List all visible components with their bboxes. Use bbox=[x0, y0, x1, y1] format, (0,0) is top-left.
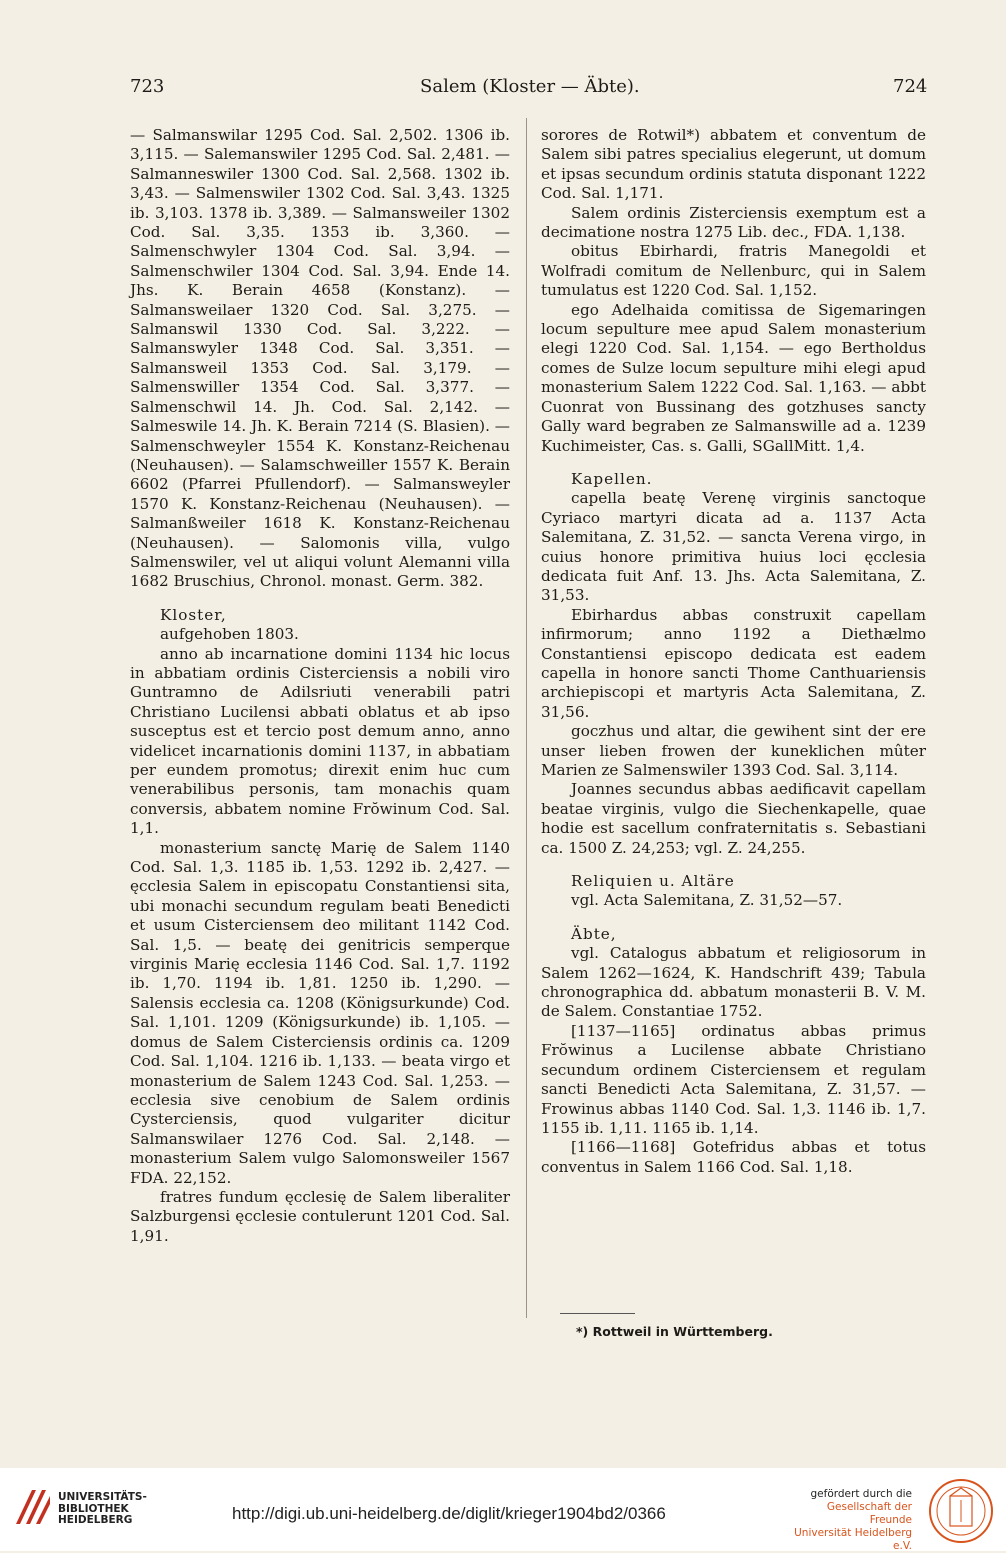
paragraph: fratres fundum ęcclesię de Salem liberaliter Salzburgensi ęcclesie contulerunt 1201 Cod. Sal. 1,91. bbox=[130, 1187, 510, 1245]
paragraph: Kloster, bbox=[160, 605, 227, 624]
paragraph: Äbte, bbox=[571, 924, 617, 943]
paragraph: [1166—1168] Gotefridus abbas et totus conventus in Salem 1166 Cod. Sal. 1,18. bbox=[541, 1138, 926, 1176]
sponsor-credit bbox=[782, 1488, 912, 1553]
footnote-rule bbox=[560, 1313, 635, 1314]
university-seal-icon bbox=[928, 1478, 994, 1544]
library-name-line: BIBLIOTHEK bbox=[58, 1502, 129, 1515]
library-name-line: UNIVERSITÄTS- bbox=[58, 1491, 147, 1503]
footnote: *) Rottweil in Württemberg. bbox=[576, 1324, 773, 1339]
paragraph: [1137—1165] ordinatus abbas primus Frŏwinus a Lucilense abbate Christiano secundum ordinem Cisterciensem et regulam sancti Benedicti Acta Salemitana, Z. 31,57. — Frowinus abbas 1140 Cod. Sal. 1,3. 1146 ib. 1,7. 1155 ib. 1,11. 1165 ib. 1,14. bbox=[541, 1021, 926, 1137]
page-number-right: 724 bbox=[893, 76, 928, 97]
paragraph: Ebirhardus abbas construxit capellam infirmorum; anno 1192 a Diethælmo Constantiensi episcopo dedicata est eadem capella in honore sancti Thome Canthuariensis archiepiscopi et martyris Acta Salemitana, Z. 31,56. bbox=[541, 605, 926, 721]
paragraph: monasterium sanctę Marię de Salem 1140 Cod. Sal. 1,3. 1185 ib. 1,53. 1292 ib. 2,427. — ęcclesia Salem in episcopatu Constantiensi sita, ubi monachi secundum regulam beati Benedicti et usum Cisterciensem deo militant 1142 Cod. Sal. 1,5. — beatę dei genitricis semperque virginis Marię ecclesia 1146 Cod. Sal. 1,7. 1192 ib. 1,70. 1194 ib. 1,81. 1250 ib. 1,290. — Salensis ecclesia ca. 1208 (Königsurkunde) Cod. Sal. 1,101. 1209 (Königsurkunde) ib. 1,105. — domus de Salem Cisterciensis ordinis ca. 1209 Cod. Sal. 1,104. 1216 ib. 1,133. — beata virgo et monasterium de Salem 1243 Cod. Sal. 1,253. — ecclesia sive cenobium de Salem ordinis Cysterciensis, quod vulgariter dicitur Salmanswilaer 1276 Cod. Sal. 2,148. — monasterium Salem vulgo Salomonsweiler 1567 FDA. 22,152. bbox=[130, 838, 510, 1187]
paragraph: vgl. Catalogus abbatum et religiosorum in Salem 1262—1624, K. Handschrift 439; Tabula chronographica dd. abbatum monasterii B. V. M. de Salem. Constantiae 1752. bbox=[541, 944, 926, 1021]
paragraph: capella beatę Verenę virginis sanctoque Cyriaco martyri dicata ad a. 1137 Acta Salemitana, Z. 31,52. — sancta Verena virgo, in cuius honore primitiva huius loci ęcclesia dedicata fuit Anf. 13. Jhs. Acta Salemitana, Z. 31,53. bbox=[541, 489, 926, 605]
running-head: Salem (Kloster — Äbte). bbox=[420, 76, 640, 97]
library-logo-icon[interactable] bbox=[14, 1488, 52, 1526]
paragraph: — Salmanswilar 1295 Cod. Sal. 2,502. 1306 ib. 3,115. — Salemanswiler 1295 Cod. Sal. 2,481. — Salmanneswiler 1300 Cod. Sal. 2,568. 1302 ib. 3,43. — Salmenswiler 1302 Cod. Sal. 3,43. 1325 ib. 3,103. 1378 ib. 3,389. — Salmansweiler 1302 Cod. Sal. 3,35. 1353 ib. 3,360. — Salmenschwyler 1304 Cod. Sal. 3,94. — Salmenschwiler 1304 Cod. Sal. 3,94. Ende 14. Jhs. K. Berain 4658 (Konstanz). — Salmansweilaer 1320 Cod. Sal. 3,275. — Salmanswil 1330 Cod. Sal. 3,222. — Salmanswyler 1348 Cod. Sal. 3,351. — Salmansweil 1353 Cod. Sal. 3,179. — Salmenswiller 1354 Cod. Sal. 3,377. — Salmenschwil 14. Jh. Cod. Sal. 2,142. — Salmeswile 14. Jh. K. Berain 7214 (S. Blasien). — Salmenschweyler 1554 K. Konstanz-Reichenau (Neuhausen). — Salamschweiller 1557 K. Berain 6602 (Pfarrei Pfullendorf). — Salmansweyler 1570 K. Konstanz-Reichenau (Neuhausen). — Salmanßweiler 1618 K. Konstanz-Reichenau (Neuhausen). — Salomonis villa, vulgo Salmenswiler, vel ut aliqui volunt Alemanni villa 1682 Bruschius, Chronol. monast. Germ. 382. bbox=[130, 126, 510, 591]
left-column bbox=[130, 126, 510, 1246]
column-divider bbox=[526, 118, 527, 1318]
paragraph: Reliquien u. Altäre bbox=[571, 872, 735, 891]
paragraph: goczhus und altar, die gewihent sint der ere unser lieben frowen der kuneklichen mûter Marien ze Salmenswiler 1393 Cod. Sal. 3,114. bbox=[541, 722, 926, 779]
page-number-left: 723 bbox=[130, 76, 165, 97]
paragraph: Joannes secundus abbas aedificavit capellam beatae virginis, vulgo die Siechenkapelle, quae hodie est sacellum confraternitatis s. Sebastiani ca. 1500 Z. 24,253; vgl. Z. 24,255. bbox=[541, 780, 926, 857]
paragraph: obitus Ebirhardi, fratris Manegoldi et Wolfradi comitum de Nellenburc, qui in Salem tumulatus est 1220 Cod. Sal. 1,152. bbox=[541, 242, 926, 300]
paragraph: aufgehoben 1803. bbox=[160, 625, 299, 644]
right-column bbox=[541, 126, 926, 1177]
page-header bbox=[0, 76, 1006, 106]
library-name-line: HEIDELBERG bbox=[58, 1514, 133, 1526]
paragraph: Kapellen. bbox=[571, 469, 653, 488]
paragraph: sorores de Rotwil*) abbatem et conventum de Salem sibi patres specialius elegerunt, ut domum et ipsas secundum ordinis statuta disponant 1222 Cod. Sal. 1,171. bbox=[541, 126, 926, 203]
sponsor-line: Universität Heidelberg e.V. bbox=[794, 1527, 912, 1552]
library-name bbox=[58, 1492, 147, 1527]
paragraph: vgl. Acta Salemitana, Z. 31,52—57. bbox=[571, 891, 843, 910]
paragraph: Salem ordinis Zisterciensis exemptum est a decimatione nostra 1275 Lib. dec., FDA. 1,138. bbox=[541, 203, 926, 242]
permalink-url[interactable]: http://digi.ub.uni-heidelberg.de/diglit/krieger1904bd2/0366 bbox=[232, 1504, 666, 1523]
viewer-footer bbox=[0, 1468, 1006, 1551]
paragraph: anno ab incarnatione domini 1134 hic locus in abbatiam ordinis Cisterciensis a nobili viro Guntramno de Adilsriuti venerabili patri Christiano Lucilensi abbati oblatus et ab ipso susceptus est et tercio post demum anno, anno videlicet incarnationis domini 1137, in abbatiam per eundem promotus; direxit enim huc cum venerabilibus personis, tam monachis quam conversis, abbatem nomine Frŏwinum Cod. Sal. 1,1. bbox=[130, 644, 510, 838]
sponsor-lead: gefördert durch die bbox=[810, 1488, 912, 1500]
sponsor-line: Gesellschaft der Freunde bbox=[826, 1501, 912, 1526]
paragraph: ego Adelhaida comitissa de Sigemaringen locum sepulture mee apud Salem monasterium elegi 1220 Cod. Sal. 1,154. — ego Bertholdus comes de Sulze locum sepulture mihi elegi apud monasterium Salem 1222 Cod. Sal. 1,163. — abbt Cuonrat von Bussinang des gotzhuses sancty Gally ward begraben ze Salmanswille ad a. 1239 Kuchimeister, Cas. s. Galli, SGallMitt. 1,4. bbox=[541, 300, 926, 455]
